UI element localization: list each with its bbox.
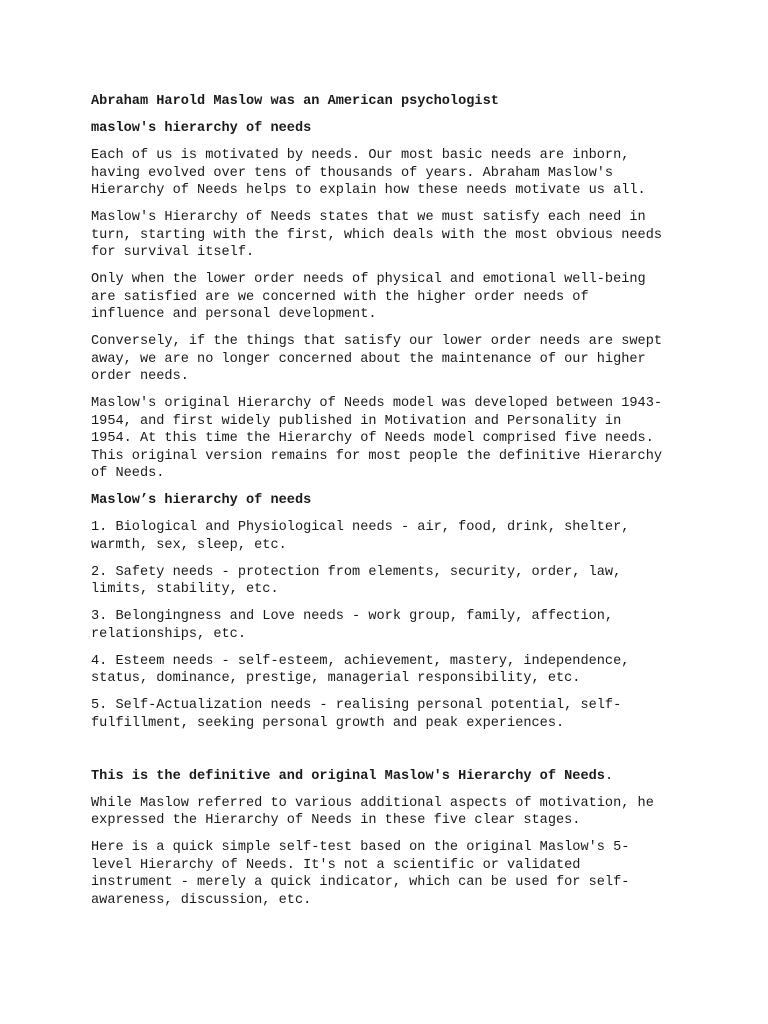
needs-list-heading: Maslow’s hierarchy of needs [91, 493, 312, 508]
closing-paragraph: While Maslow referred to various additional aspects of motivation, he expressed the Hierarchy of Needs in these five clear stages. [91, 795, 654, 828]
intro-paragraph: Each of us is motivated by needs. Our most basic needs are inborn, having evolved over tens of thousands of years. Abraham Maslow's Hierarchy of Needs helps to explain how these needs motivate us all. [91, 148, 646, 198]
spacer [91, 742, 691, 768]
intro-paragraph: Maslow's Hierarchy of Needs states that we must satisfy each need in turn, starting with the first, which deals with the most obvious needs for survival itself. [91, 210, 663, 260]
intro-paragraph: Conversely, if the things that satisfy our lower order needs are swept away, we are no longer concerned about the maintenance of our higher order needs. [91, 334, 663, 384]
need-item: 1. Biological and Physiological needs - air, food, drink, shelter, warmth, sex, sleep, etc. [91, 520, 630, 553]
intro-paragraph: Only when the lower order needs of physical and emotional well-being are satisfied are we concerned with the higher order needs of influence and personal development. [91, 272, 646, 322]
document-title: Abraham Harold Maslow was an American psychologist [91, 94, 499, 109]
document-page [91, 93, 691, 919]
definitive-statement-period: . [604, 768, 614, 784]
definitive-statement [91, 768, 691, 786]
need-item: 3. Belongingness and Love needs - work group, family, affection, relationships, etc. [91, 609, 614, 642]
intro-paragraph: Maslow's original Hierarchy of Needs model was developed between 1943- 1954, and first widely published in Motivation and Personality in 1954. At this time the Hierarchy of Needs model comprised five needs. This original version remains for most people the definitive Hierarchy of Needs. [91, 396, 663, 481]
need-item: 5. Self-Actualization needs - realising personal potential, self- fulfillment, seeking personal growth and peak experiences. [91, 698, 622, 731]
need-item: 4. Esteem needs - self-esteem, achievement, mastery, independence, status, dominance, prestige, managerial responsibility, etc. [91, 653, 630, 686]
closing-paragraph: Here is a quick simple self-test based on the original Maslow's 5- level Hierarchy of Needs. It's not a scientific or validated instrument - merely a quick indicator, which can be used for self- awareness, discussion, etc. [91, 840, 630, 908]
definitive-statement-text: This is the definitive and original Maslow's Hierarchy of Needs [91, 768, 605, 784]
need-item: 2. Safety needs - protection from elements, security, order, law, limits, stability, etc. [91, 564, 622, 597]
document-subtitle: maslow's hierarchy of needs [91, 121, 312, 136]
